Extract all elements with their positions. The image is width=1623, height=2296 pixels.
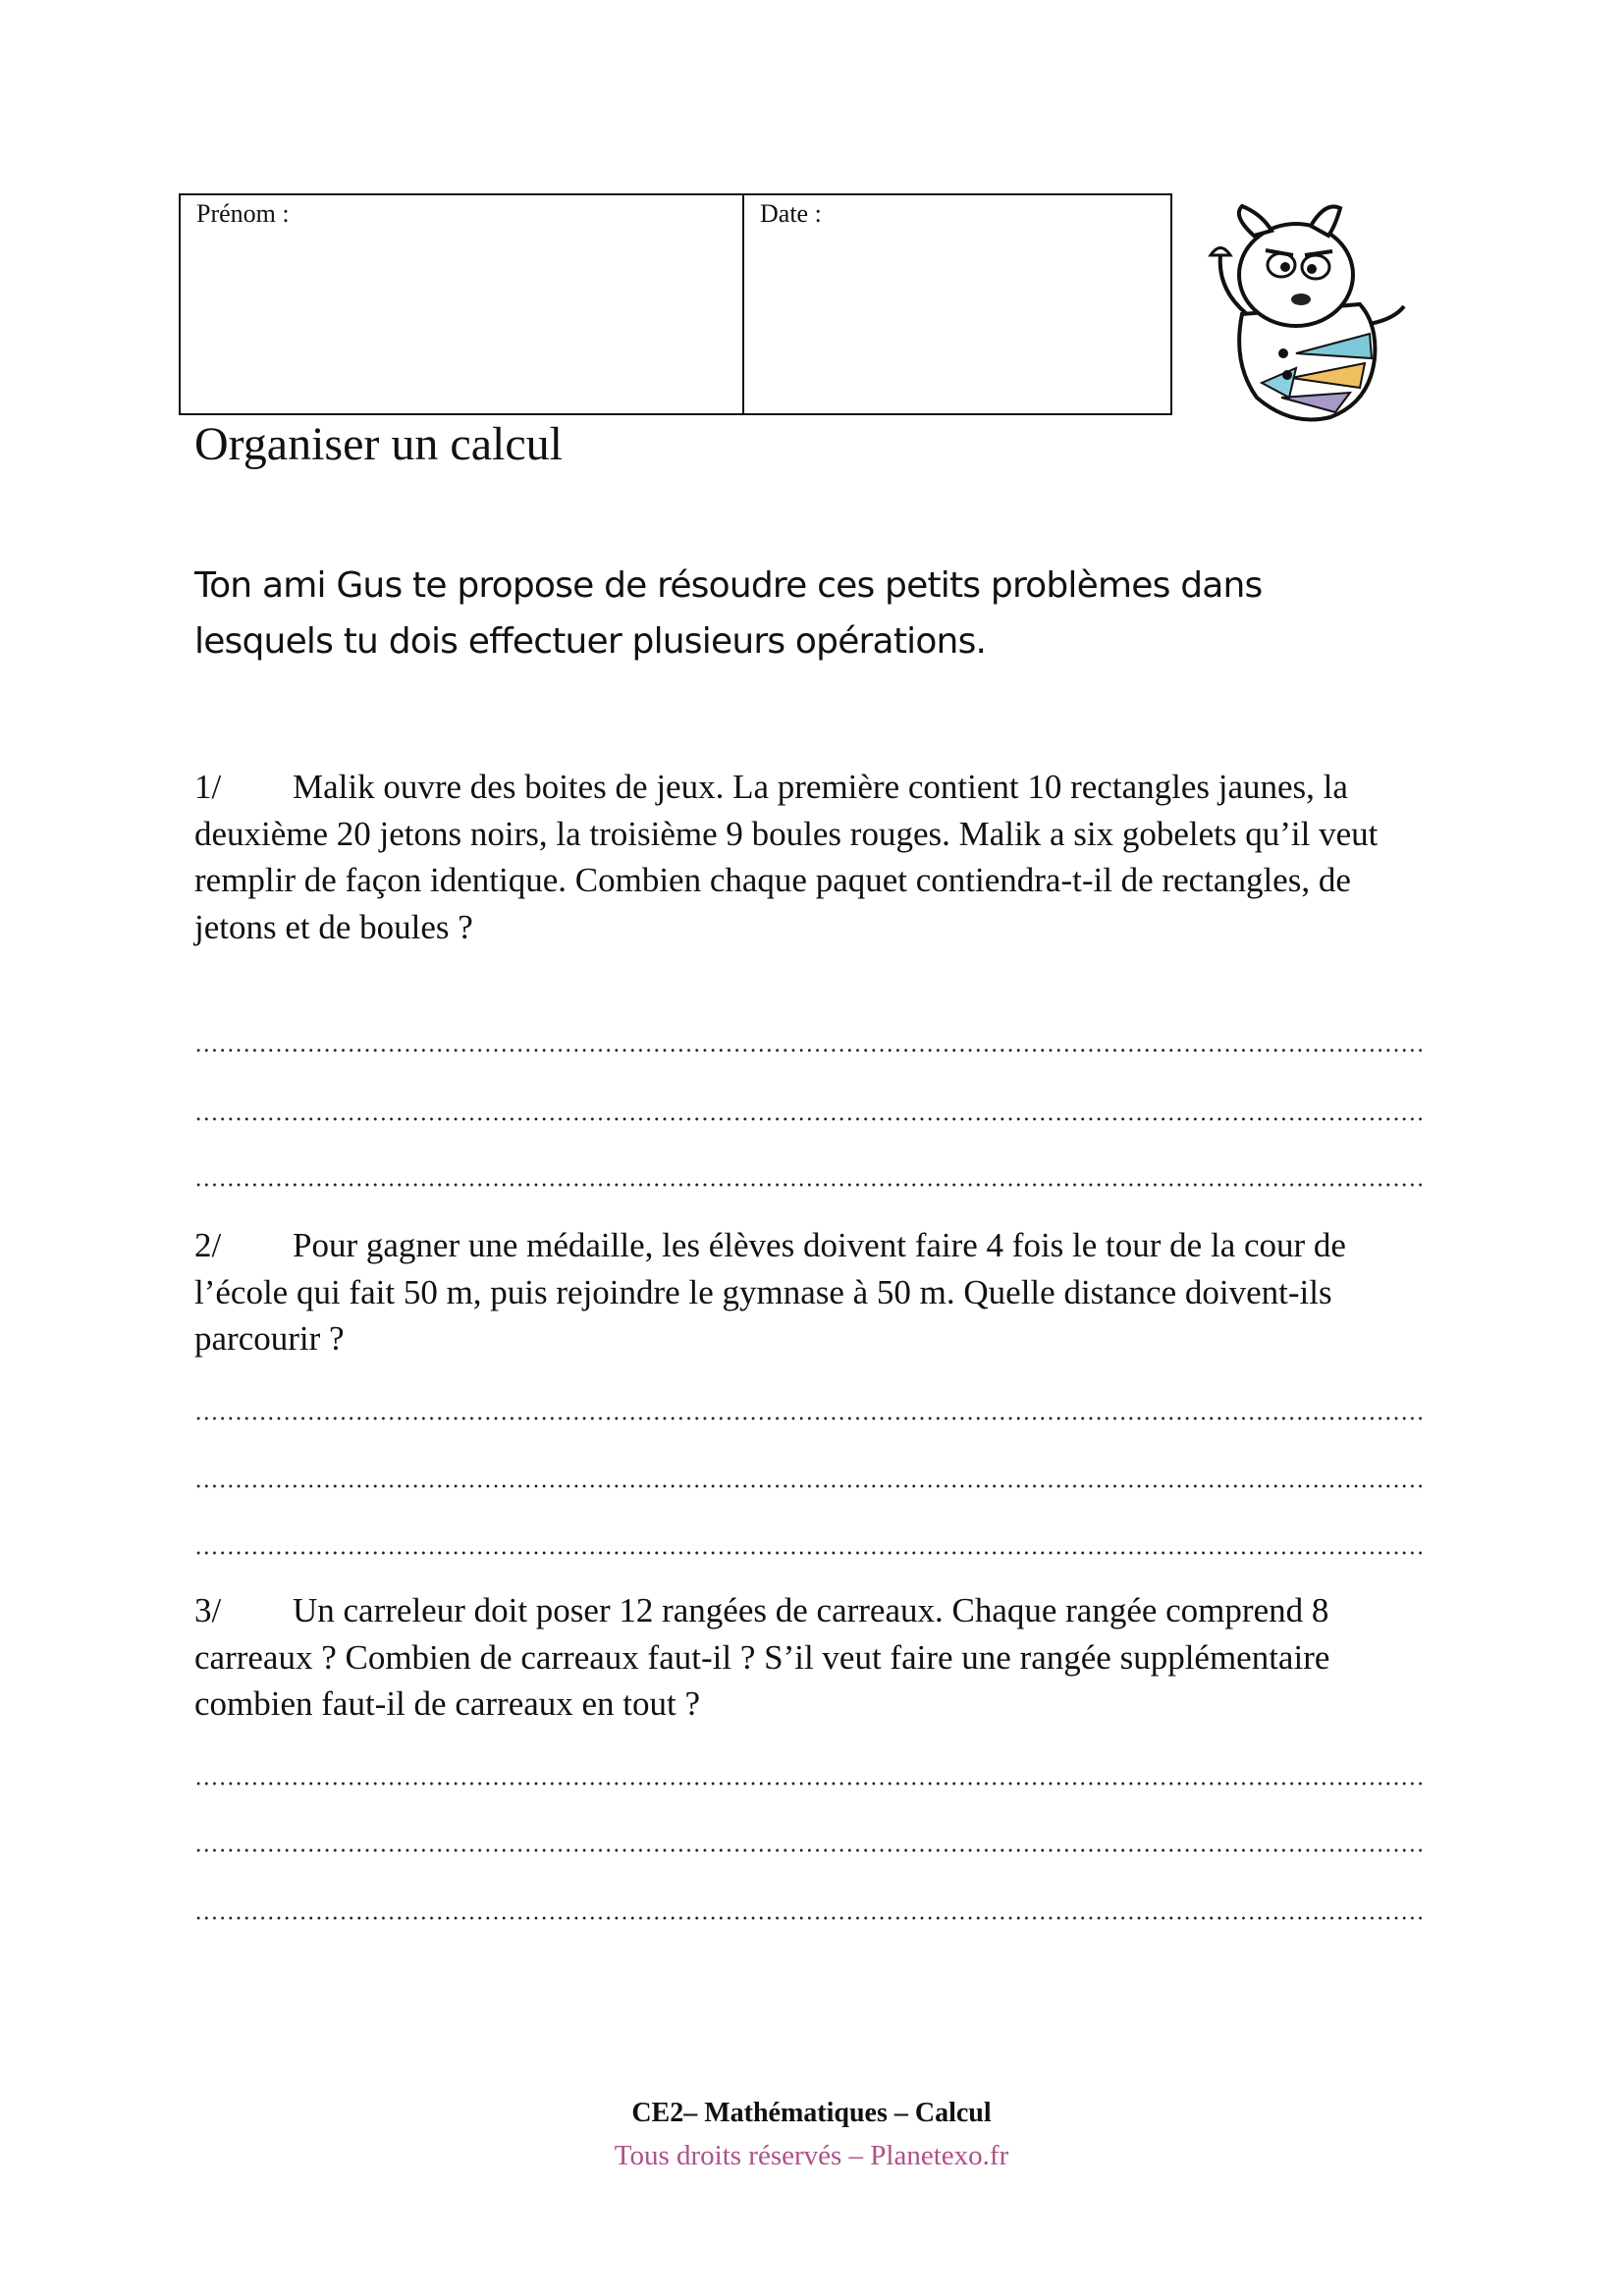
date-label: Date : — [760, 199, 822, 228]
answer-line-3b[interactable] — [194, 1848, 1427, 1852]
answer-line-3a[interactable] — [194, 1782, 1427, 1786]
problem-2-text: Pour gagner une médaille, les élèves doivent faire 4 fois le tour de la cour de l’école qui fait 50 m, puis rejoindre le gymnase à 50 m. Quelle distance doivent-ils parcourir ? — [194, 1226, 1346, 1358]
problem-3-number: 3/ — [194, 1591, 222, 1629]
problem-1-number: 1/ — [194, 768, 222, 806]
footer-subject: CE2– Mathématiques – Calcul — [631, 2098, 992, 2128]
prenom-field[interactable] — [181, 195, 744, 413]
answer-line-2a[interactable] — [194, 1416, 1427, 1420]
answer-line-1b[interactable] — [194, 1117, 1427, 1121]
page-title: Organiser un calcul — [194, 418, 563, 470]
answer-line-1c[interactable] — [194, 1183, 1427, 1187]
footer-copyright: Tous droits réservés – Planetexo.fr — [614, 2140, 1009, 2171]
answer-line-2b[interactable] — [194, 1484, 1427, 1488]
prenom-label: Prénom : — [196, 199, 290, 228]
answer-line-2c[interactable] — [194, 1551, 1427, 1555]
date-field[interactable] — [744, 195, 1170, 413]
problem-1-text: Malik ouvre des boites de jeux. La première contient 10 rectangles jaunes, la deuxième 20 jetons noirs, la troisième 9 boules rouges. Malik a six gobelets qu’il veut remplir de façon identique. Combien chaque paquet contiendra-t-il de rectangles, de jetons et de boules ? — [194, 768, 1379, 946]
problem-3 — [194, 1587, 1432, 1728]
problem-2 — [194, 1222, 1432, 1362]
problem-2-number: 2/ — [194, 1226, 222, 1264]
student-info-table — [179, 193, 1172, 415]
problem-1 — [194, 764, 1432, 950]
problem-3-text: Un carreleur doit poser 12 rangées de carreaux. Chaque rangée comprend 8 carreaux ? Combien de carreaux faut-il ? S’il veut faire une rangée supplémentaire combien faut-il de carreaux en tout ? — [194, 1591, 1330, 1723]
intro-text: Ton ami Gus te propose de résoudre ces petits problèmes dans lesquels tu dois effectuer plusieurs opérations. — [194, 565, 1263, 662]
answer-line-1a[interactable] — [194, 1048, 1427, 1052]
gus-mascot-icon — [1203, 196, 1409, 432]
answer-line-3c[interactable] — [194, 1916, 1427, 1920]
